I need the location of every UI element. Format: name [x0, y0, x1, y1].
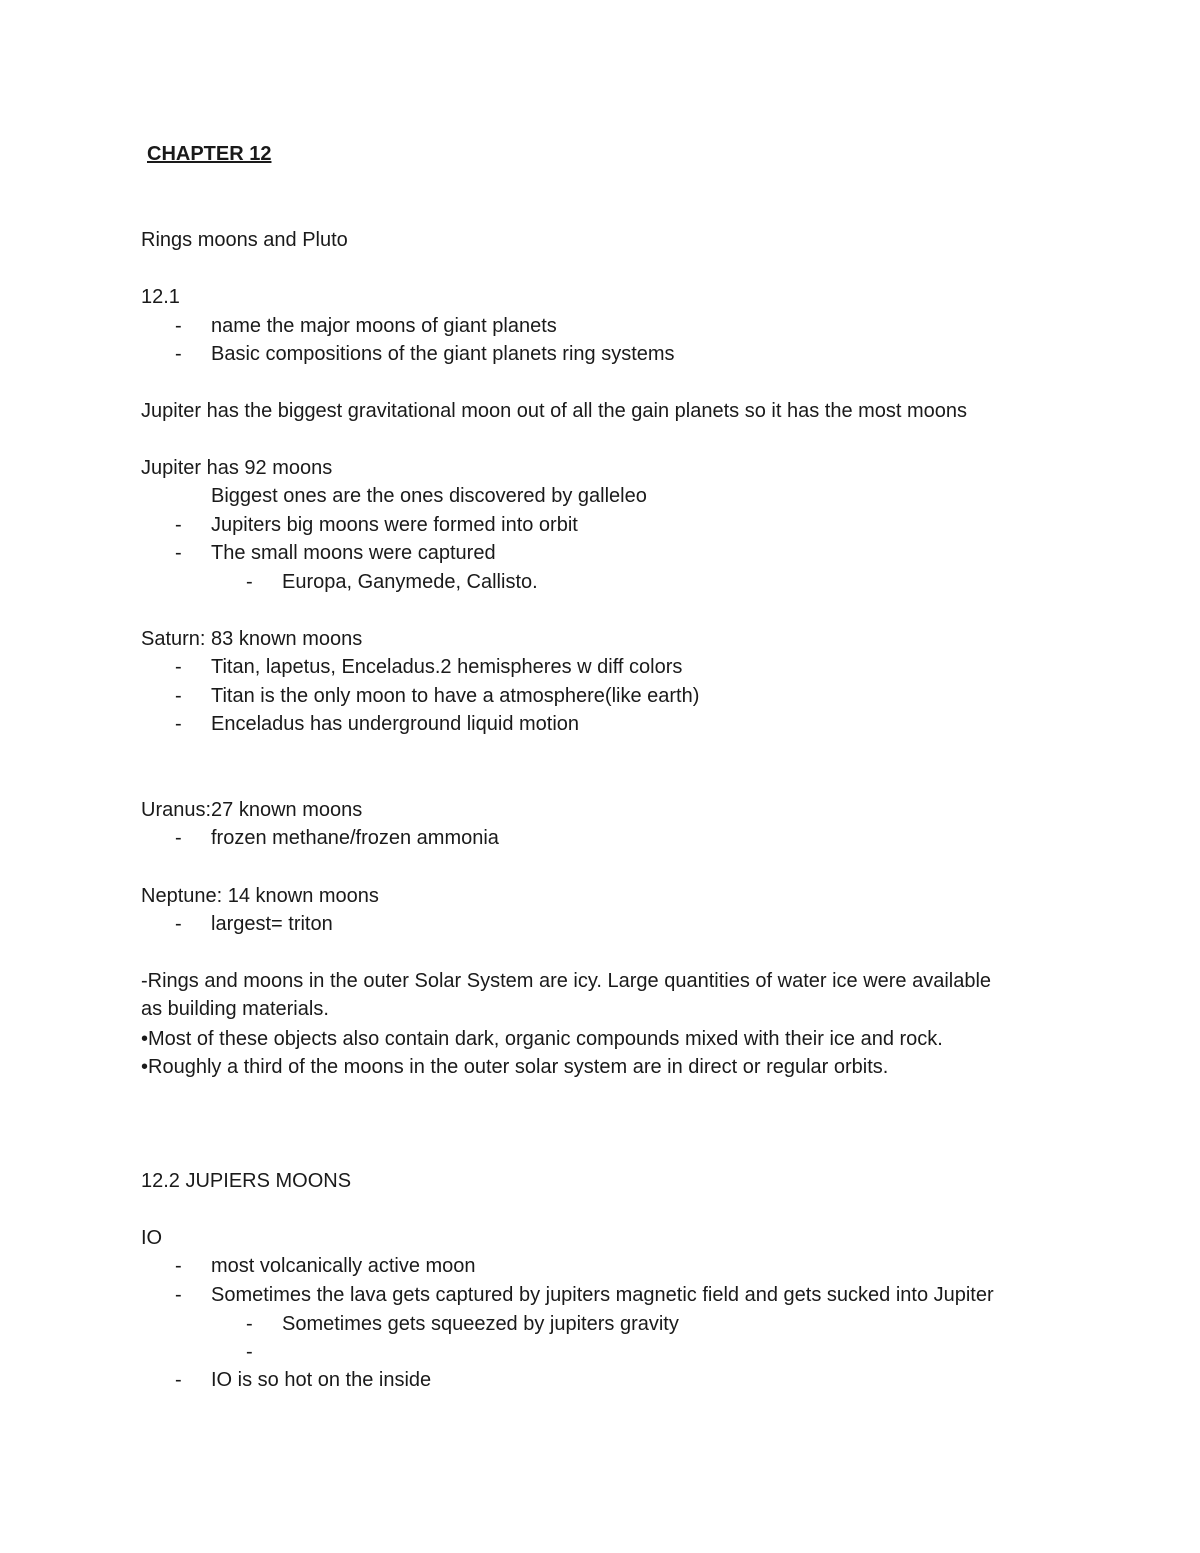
io-bullet: most volcanically active moon [211, 1255, 476, 1277]
bullet-dash: - [175, 913, 182, 935]
jupiter-bullet: The small moons were captured [211, 542, 496, 564]
neptune-heading: Neptune: 14 known moons [141, 885, 379, 907]
saturn-bullet: Enceladus has underground liquid motion [211, 713, 580, 735]
io-bullet: IO is so hot on the inside [211, 1369, 432, 1391]
paragraph-jupiter-gravity: Jupiter has the biggest gravitational moon out of all the gain planets so it has the most moons [141, 400, 968, 422]
summary-line: •Roughly a third of the moons in the outer solar system are in direct or regular orbits. [141, 1056, 889, 1078]
bullet-dash: - [175, 315, 182, 337]
summary-line: as building materials. [141, 998, 329, 1020]
summary-line: -Rings and moons in the outer Solar System are icy. Large quantities of water ice were available [141, 970, 992, 992]
bullet-dash: - [175, 1284, 182, 1306]
neptune-bullet: largest= triton [211, 913, 333, 935]
uranus-bullet: frozen methane/frozen ammonia [211, 827, 499, 849]
objective-item: name the major moons of giant planets [211, 315, 557, 337]
chapter-title: CHAPTER 12 [147, 143, 272, 165]
uranus-heading: Uranus:27 known moons [141, 799, 363, 821]
bullet-dash: - [175, 656, 182, 678]
saturn-heading: Saturn: 83 known moons [141, 628, 363, 650]
saturn-bullet: Titan, lapetus, Enceladus.2 hemispheres w diff colors [211, 656, 683, 678]
sub-bullet-dash: - [246, 1313, 253, 1335]
bullet-dash: - [175, 343, 182, 365]
section-heading-12-1: 12.1 [141, 286, 180, 308]
io-heading: IO [141, 1227, 163, 1249]
section-heading-12-2: 12.2 JUPIERS MOONS [141, 1170, 352, 1192]
sub-bullet-dash: - [246, 571, 253, 593]
io-bullet: Sometimes the lava gets captured by jupiters magnetic field and gets sucked into Jupiter [211, 1284, 994, 1306]
bullet-dash: - [175, 1255, 182, 1277]
objective-item: Basic compositions of the giant planets ring systems [211, 343, 675, 365]
bullet-dash: - [175, 514, 182, 536]
bullet-dash: - [175, 685, 182, 707]
saturn-bullet: Titan is the only moon to have a atmosphere(like earth) [211, 685, 700, 707]
chapter-subtitle: Rings moons and Pluto [141, 229, 348, 251]
io-sub-bullet: Sometimes gets squeezed by jupiters gravity [282, 1313, 679, 1335]
bullet-dash: - [175, 542, 182, 564]
bullet-dash: - [175, 827, 182, 849]
summary-line: •Most of these objects also contain dark, organic compounds mixed with their ice and rock. [141, 1028, 943, 1050]
bullet-dash: - [175, 713, 182, 735]
jupiter-heading: Jupiter has 92 moons [141, 457, 333, 479]
jupiter-indented-note: Biggest ones are the ones discovered by galleleo [211, 485, 647, 507]
sub-bullet-dash: - [246, 1341, 253, 1363]
bullet-dash: - [175, 1369, 182, 1391]
jupiter-sub-bullet: Europa, Ganymede, Callisto. [282, 571, 538, 593]
jupiter-bullet: Jupiters big moons were formed into orbit [211, 514, 578, 536]
